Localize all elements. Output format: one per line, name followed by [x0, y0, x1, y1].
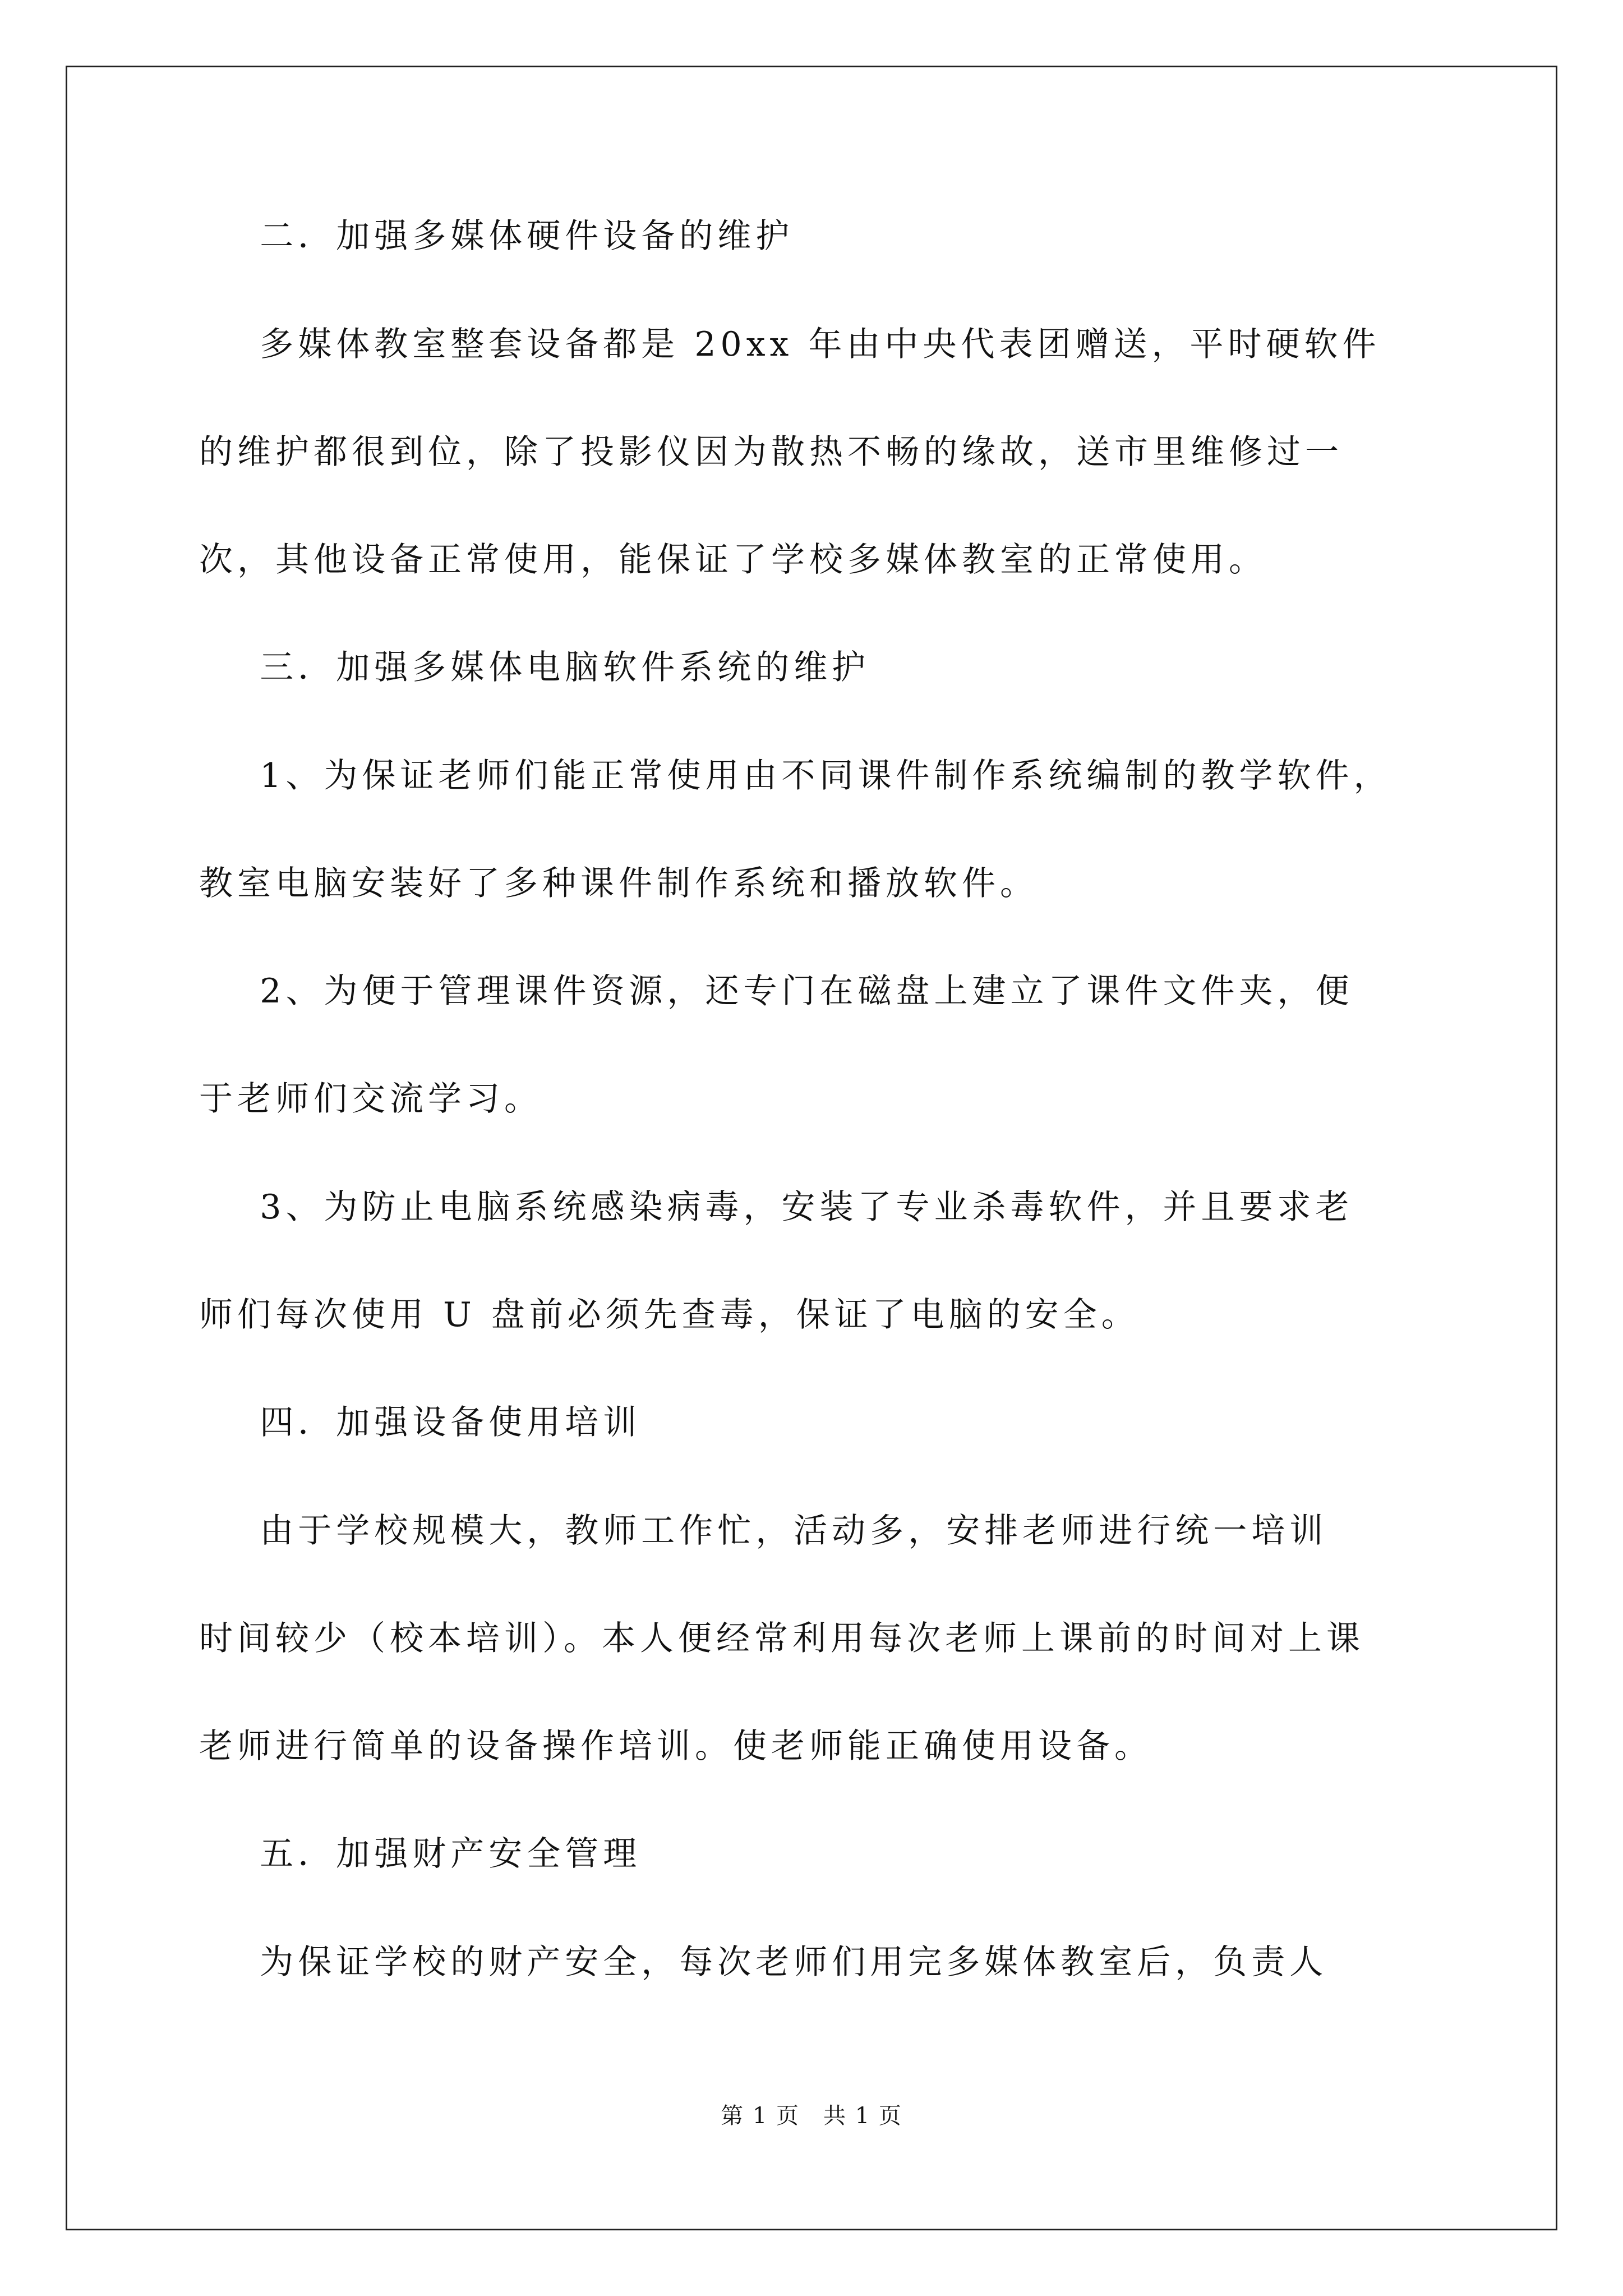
- paragraph-line: 1、为保证老师们能正常使用由不同课件制作系统编制的教学软件，: [199, 756, 1392, 795]
- paragraph-line: 次，其他设备正常使用，能保证了学校多媒体教室的正常使用。: [199, 540, 1267, 579]
- paragraph-line: 的维护都很到位，除了投影仪因为散热不畅的缘故，送市里维修过一: [199, 432, 1343, 472]
- paragraph-line: 为保证学校的财产安全，每次老师们用完多媒体教室后，负责人: [199, 1943, 1328, 1982]
- page-border: [66, 66, 1557, 2230]
- paragraph-line: 3、为防止电脑系统感染病毒，安装了专业杀毒软件，并且要求老: [199, 1188, 1354, 1227]
- heading-5: 五．加强财产安全管理: [199, 1834, 642, 1874]
- paragraph-line: 教室电脑安装好了多种课件制作系统和播放软件。: [199, 864, 1038, 903]
- heading-3: 三．加强多媒体电脑软件系统的维护: [199, 648, 870, 687]
- paragraph-line: 由于学校规模大，教师工作忙，活动多，安排老师进行统一培训: [199, 1511, 1328, 1550]
- paragraph-line: 老师进行简单的设备操作培训。使老师能正确使用设备。: [199, 1727, 1152, 1766]
- paragraph-line: 于老师们交流学习。: [199, 1079, 542, 1119]
- paragraph-line: 2、为便于管理课件资源，还专门在磁盘上建立了课件文件夹，便: [199, 972, 1354, 1011]
- paragraph-line: 师们每次使用 U 盘前必须先查毒，保证了电脑的安全。: [199, 1295, 1140, 1335]
- paragraph-line: 时间较少（校本培训）。本人便经常利用每次老师上课前的时间对上课: [199, 1619, 1364, 1658]
- heading-2: 二．加强多媒体硬件设备的维护: [199, 217, 794, 256]
- heading-4: 四．加强设备使用培训: [199, 1403, 642, 1442]
- paragraph-line: 多媒体教室整套设备都是 20xx 年由中央代表团赠送，平时硬软件: [199, 325, 1381, 364]
- page-footer: 第 1 页 共 1 页: [721, 2103, 902, 2129]
